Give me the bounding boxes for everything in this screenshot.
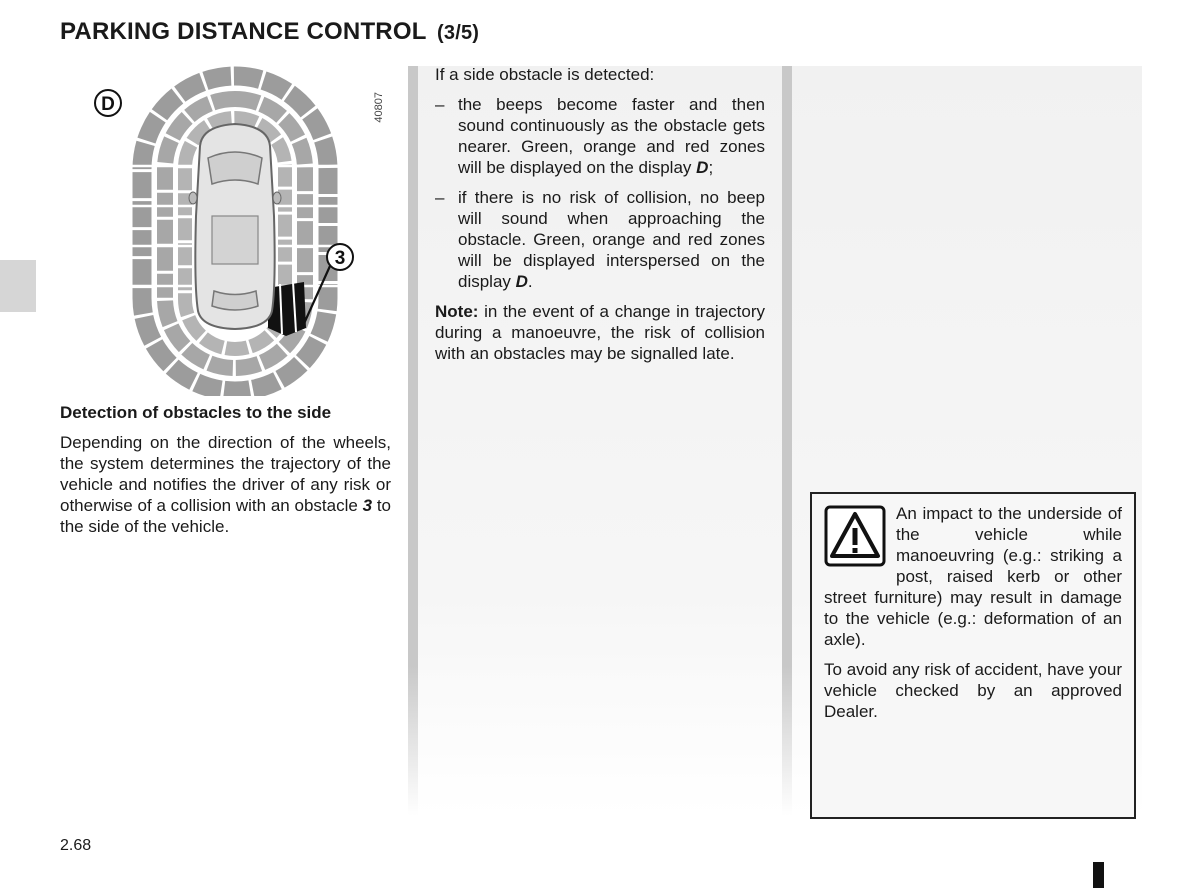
chapter-tab	[0, 260, 36, 312]
image-code: 40807	[373, 92, 385, 123]
bullet-item	[435, 187, 765, 292]
bullet-ref: D	[696, 158, 709, 177]
detection-ref: 3	[362, 496, 373, 515]
intro-line: If a side obstacle is detected:	[435, 65, 655, 84]
bullet-end: .	[527, 272, 533, 291]
car-icon	[189, 124, 281, 329]
bullet-text: the beeps become faster and then sound continuously as the obstacle gets nearer. Green, orange and red zones will be displayed on the display	[458, 95, 765, 177]
warning-triangle-icon	[824, 505, 886, 567]
note-label: Note:	[435, 302, 479, 321]
page-title	[60, 18, 479, 46]
bullet-item	[435, 94, 765, 178]
detection-paragraph-text: Depending on the direction of the wheels, the system determines the trajectory of the vehicle and notifies the driver of any risk or otherwise of a collision with an obstacle	[60, 433, 391, 515]
page-corner-mark	[1093, 862, 1104, 888]
page-indicator: (3/5)	[437, 22, 480, 44]
note-text: in the event of a change in trajectory during a manoeuvre, the risk of collision with an obstacles may be signalled late.	[435, 302, 765, 363]
note-paragraph	[435, 301, 765, 364]
bullet-ref: D	[515, 272, 528, 291]
section-heading: Detection of obstacles to the side	[60, 403, 332, 422]
callout-number: 3	[334, 248, 346, 269]
warning-paragraph-2: To avoid any risk of accident, have your vehicle checked by an approved Dealer.	[824, 660, 1122, 721]
warning-box	[810, 492, 1136, 819]
column-2	[435, 64, 765, 373]
warning-paragraph-1: An impact to the underside of the vehicle while manoeuvring (e.g.: striking a post, raised kerb or other street furniture) may result in damage to the vehicle (e.g.: deformation of an axle).	[824, 504, 1122, 649]
detection-paragraph-end: to the side of the vehicle.	[60, 496, 391, 536]
page-number: 2.68	[60, 837, 92, 854]
display-label: D	[101, 94, 115, 115]
column-divider-right	[782, 66, 792, 816]
column-divider-left	[408, 66, 418, 816]
bullet-dash: –	[435, 95, 445, 114]
bullet-dash: –	[435, 188, 445, 207]
page-title-text: PARKING DISTANCE CONTROL	[60, 18, 427, 45]
bullet-end: ;	[708, 158, 714, 177]
parking-display-figure	[90, 66, 400, 396]
detection-paragraph	[60, 432, 391, 537]
bullet-text: if there is no risk of collision, no beep will sound when approaching the obstacle. Green, orange and red zones will be displayed interspersed on the display	[458, 188, 765, 291]
parking-display-illustration	[90, 66, 400, 396]
column-1	[60, 402, 391, 546]
